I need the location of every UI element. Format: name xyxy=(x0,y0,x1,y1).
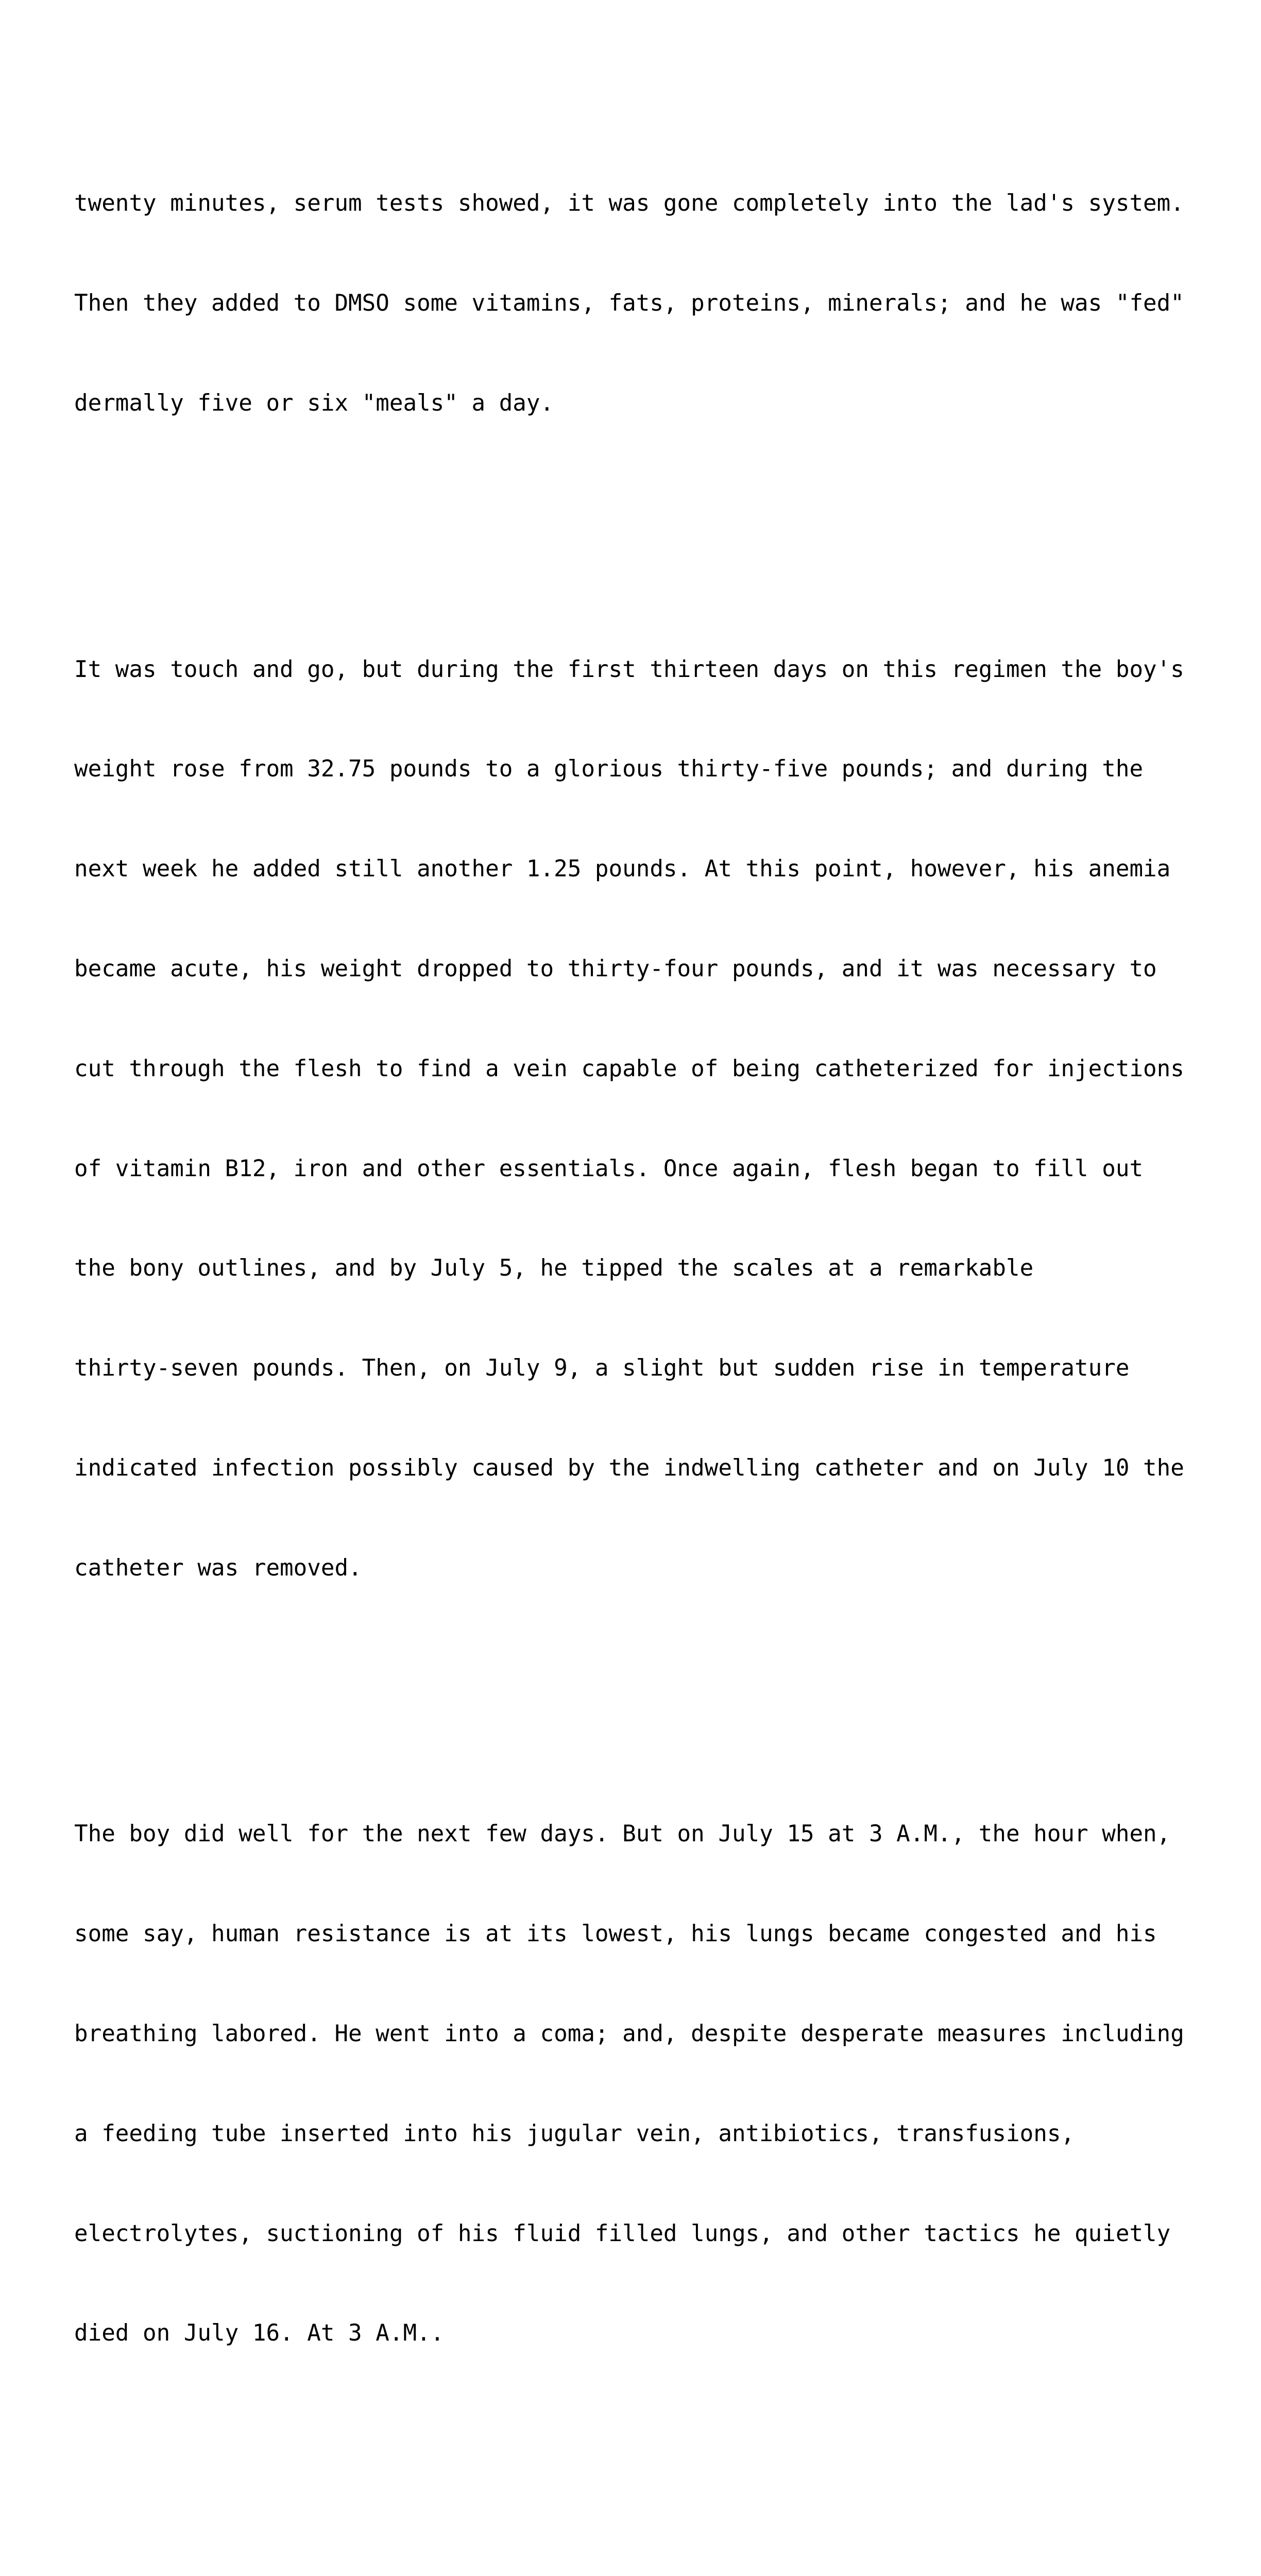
text-line: thirty-seven pounds. Then, on July 9, a slight but sudden rise in temperature xyxy=(74,1355,1130,1382)
document-page xyxy=(74,54,1238,2576)
text-line: The boy did well for the next few days. But on July 15 at 3 A.M., the hour when, xyxy=(74,1821,1171,1848)
text-line: died on July 16. At 3 A.M.. xyxy=(74,2320,445,2347)
paragraph-transdermal-feeding xyxy=(74,121,1238,487)
text-line: cut through the flesh to find a vein capable of being catheterized for injections xyxy=(74,1055,1184,1082)
text-line: breathing labored. He went into a coma; and, despite desperate measures including xyxy=(74,2021,1184,2047)
text-line: of vitamin B12, iron and other essentials. Once again, flesh began to fill out xyxy=(74,1155,1144,1182)
text-line: indicated infection possibly caused by the indwelling catheter and on July 10 the xyxy=(74,1454,1184,1481)
paragraph-death xyxy=(74,1751,1238,2417)
text-line: some say, human resistance is at its lowest, his lungs became congested and his xyxy=(74,1921,1157,1947)
paragraph-autopsy xyxy=(74,2517,1238,2576)
text-line: catheter was removed. xyxy=(74,1554,362,1581)
text-line: Then they added to DMSO some vitamins, fats, proteins, minerals; and he was "fed" xyxy=(74,290,1184,317)
text-line: dermally five or six "meals" a day. xyxy=(74,389,554,416)
text-line: It was touch and go, but during the first thirteen days on this regimen the boy's xyxy=(74,656,1184,683)
text-line: became acute, his weight dropped to thirty-four pounds, and it was necessary to xyxy=(74,956,1157,982)
text-line: weight rose from 32.75 pounds to a glorious thirty-five pounds; and during the xyxy=(74,756,1144,783)
text-line: the bony outlines, and by July 5, he tipped the scales at a remarkable xyxy=(74,1255,1034,1282)
text-line: electrolytes, suctioning of his fluid filled lungs, and other tactics he quietly xyxy=(74,2220,1171,2247)
text-line: a feeding tube inserted into his jugular vein, antibiotics, transfusions, xyxy=(74,2120,1075,2147)
paragraph-weight-progress xyxy=(74,587,1238,1652)
text-line: twenty minutes, serum tests showed, it was gone completely into the lad's system. xyxy=(74,190,1184,217)
text-line: next week he added still another 1.25 pounds. At this point, however, his anemia xyxy=(74,856,1171,883)
